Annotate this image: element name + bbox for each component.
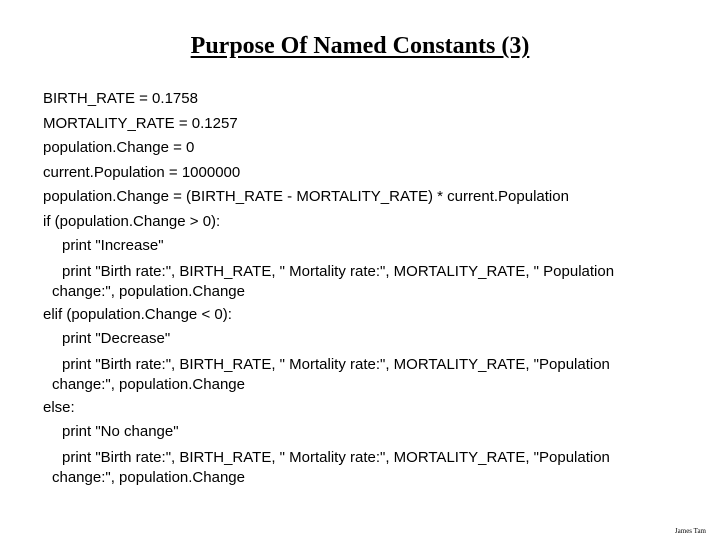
code-line-population-change-calc: population.Change = (BIRTH_RATE - MORTALITY_RATE) * current.Population bbox=[43, 188, 569, 205]
code-line-part: print "Birth rate:", BIRTH_RATE, " Mortality rate:", MORTALITY_RATE, "Population bbox=[62, 355, 610, 373]
code-line-continuation: change:", population.Change bbox=[52, 375, 245, 393]
code-line-elif: elif (population.Change < 0): bbox=[43, 305, 232, 323]
code-line-print-no-change: print "No change" bbox=[62, 423, 179, 440]
code-line-else: else: bbox=[43, 398, 75, 416]
code-line-birth-rate: BIRTH_RATE = 0.1758 bbox=[43, 90, 198, 107]
code-line-continuation: change:", population.Change bbox=[52, 468, 245, 486]
code-line-part: print "Birth rate:", BIRTH_RATE, " Mortality rate:", MORTALITY_RATE, "Population bbox=[62, 448, 610, 466]
code-line-print-rates-no-change bbox=[43, 448, 683, 488]
code-line-print-rates-increase bbox=[43, 262, 683, 302]
code-line-mortality-rate: MORTALITY_RATE = 0.1257 bbox=[43, 114, 238, 132]
code-block bbox=[43, 90, 683, 492]
slide-title: Purpose Of Named Constants (3) bbox=[190, 33, 530, 59]
code-line-print-rates-decrease bbox=[43, 355, 683, 395]
code-line-print-increase: print "Increase" bbox=[62, 237, 164, 254]
code-line-current-population: current.Population = 1000000 bbox=[43, 163, 241, 181]
code-line-part: print "Birth rate:", BIRTH_RATE, " Mortality rate:", MORTALITY_RATE, " Population bbox=[62, 262, 615, 280]
code-line-population-change-init: population.Change = 0 bbox=[43, 139, 195, 156]
author-footer: James Tam bbox=[674, 527, 706, 535]
code-line-print-decrease: print "Decrease" bbox=[62, 330, 171, 347]
code-line-if: if (population.Change > 0): bbox=[43, 212, 221, 230]
code-line-continuation: change:", population.Change bbox=[52, 282, 245, 300]
